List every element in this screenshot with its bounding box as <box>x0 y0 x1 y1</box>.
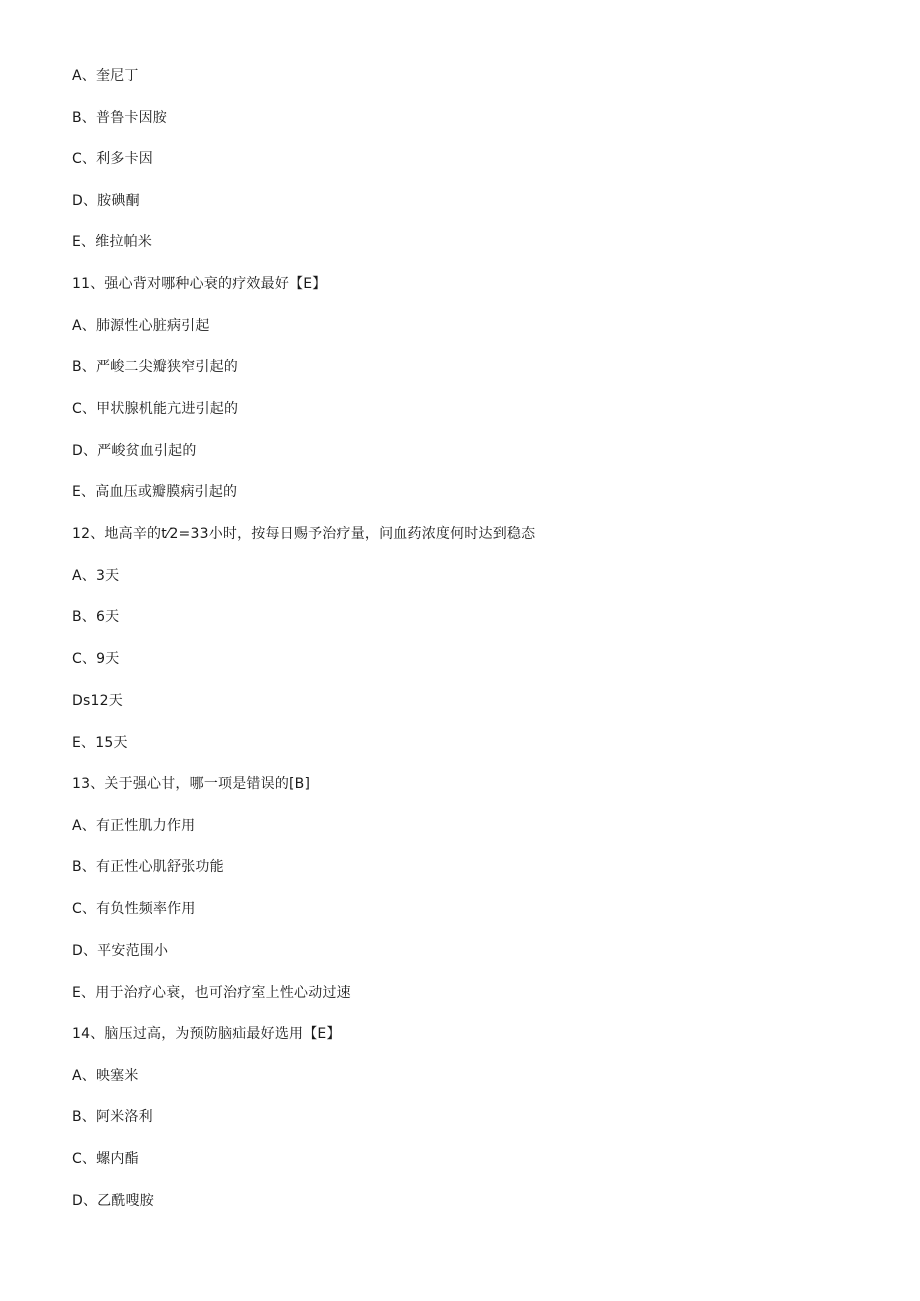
option-b-q13: B、有正性心肌舒张功能 <box>72 859 224 875</box>
option-d-q11: D、严峻贫血引起的 <box>72 443 197 459</box>
option-e-q13: E、用于治疗心衰，也可治疗室上性心动过速 <box>72 985 351 1001</box>
option-c-q11: C、甲状腺机能亢进引起的 <box>72 401 239 417</box>
option-d-q14: D、乙酰嗖胺 <box>72 1193 154 1209</box>
option-b-q14: B、阿米洛利 <box>72 1109 153 1125</box>
option-c-q13: C、有负性频率作用 <box>72 901 196 917</box>
question-13: 13、关于强心甘，哪一项是错误的[B] <box>72 776 311 792</box>
question-11: 11、强心背对哪种心衰的疗效最好【E】 <box>72 276 327 292</box>
option-d-q10: D、胺碘酮 <box>72 193 140 209</box>
option-b-q11: B、严峻二尖瓣狭窄引起的 <box>72 359 239 375</box>
option-c-q14: C、螺内酯 <box>72 1151 139 1167</box>
option-e-q10: E、维拉帕米 <box>72 234 153 250</box>
option-e-q11: E、高血压或瓣膜病引起的 <box>72 484 238 500</box>
option-a-q13: A、有正性肌力作用 <box>72 818 196 834</box>
question-12: 12、地高辛的t⁄2=33小时，按每日赐予治疗量，问血药浓度何时达到稳态 <box>72 526 536 542</box>
question-14: 14、脑压过高，为预防脑疝最好选用【E】 <box>72 1026 341 1042</box>
option-a-q14: A、映塞米 <box>72 1068 139 1084</box>
option-d-q12: Ds12天 <box>72 693 123 709</box>
option-a-q12: A、3天 <box>72 568 120 584</box>
option-c-q10: C、利多卡因 <box>72 151 153 167</box>
option-a-q10: A、奎尼丁 <box>72 68 139 84</box>
option-b-q12: B、6天 <box>72 609 120 625</box>
option-d-q13: D、平安范围小 <box>72 943 169 959</box>
option-b-q10: B、普鲁卡因胺 <box>72 110 168 126</box>
option-a-q11: A、肺源性心脏病引起 <box>72 318 210 334</box>
option-c-q12: C、9天 <box>72 651 120 667</box>
option-e-q12: E、15天 <box>72 735 128 751</box>
